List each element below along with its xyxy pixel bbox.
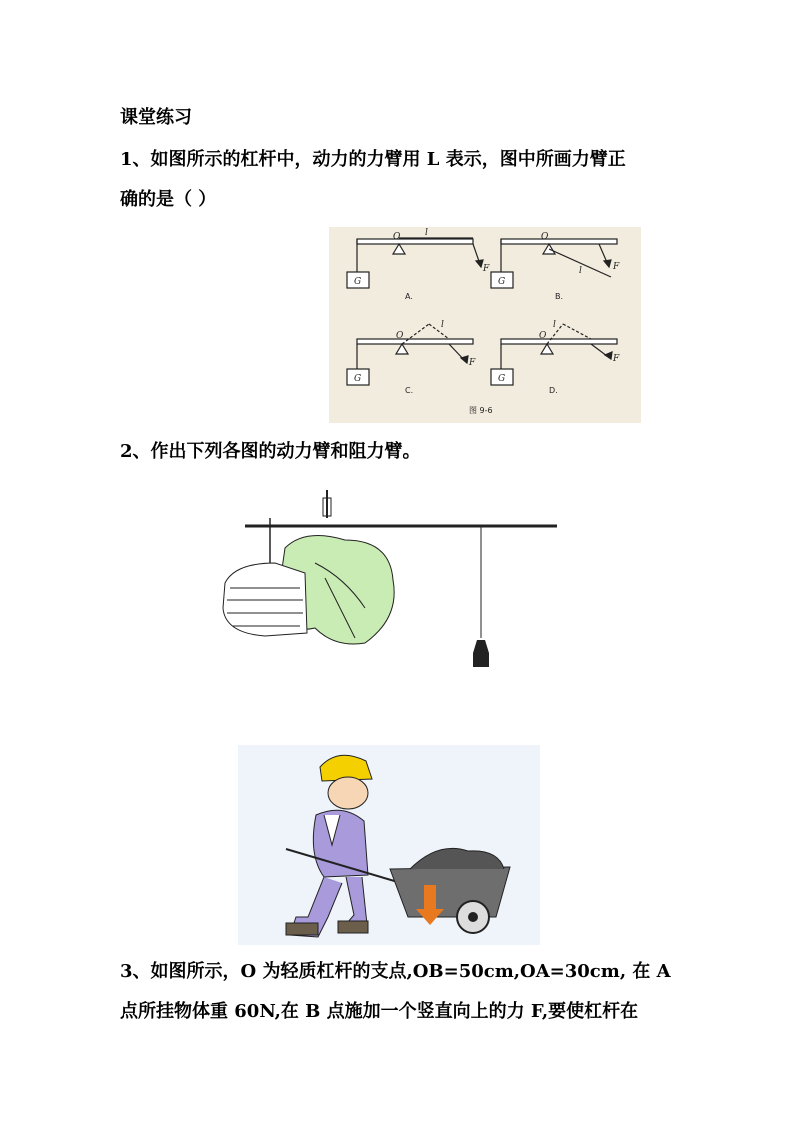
panel-d-force-label: F (613, 354, 620, 364)
panel-d-weight-label: G (498, 374, 506, 384)
q1-line1: 1、如图所示的杠杆中，动力的力臂用 L 表示，图中所画力臂正 (120, 149, 626, 170)
figure-caption: 图 9-6 (469, 406, 493, 415)
panel-d-pivot-label: O (539, 331, 547, 341)
panel-a-force-label: F (483, 264, 490, 274)
panel-c-label: C. (405, 386, 414, 395)
panel-d-label: D. (549, 386, 558, 395)
hanging-loop (323, 490, 331, 518)
panel-b-pivot-label: O (541, 232, 549, 242)
panel-a-weight-label: G (354, 277, 362, 287)
panel-c-arm-label: l (441, 320, 444, 330)
panel-d-arm-label: l (553, 320, 556, 330)
sliding-weight (473, 640, 489, 667)
q1-line2: 确的是（ ） (120, 189, 217, 210)
panel-b-arm-label: l (579, 266, 582, 276)
panel-b-weight-label: G (498, 277, 506, 287)
q3-line2: 点所挂物体重 60N,在 B 点施加一个竖直向上的力 F,要使杠杆在 (120, 1001, 639, 1022)
panel-a-arm-label: l (425, 228, 428, 238)
lever-diagram-figure (329, 227, 641, 423)
panel-b-label: B. (555, 292, 564, 301)
q3-line1: 3、如图所示，O 为轻质杠杆的支点,OB=50cm,OA=30cm, 在 A (120, 961, 671, 982)
cabbage-icon (223, 536, 394, 645)
q2-line1: 2、作出下列各图的动力臂和阻力臂。 (120, 441, 421, 462)
panel-b-force-label: F (613, 262, 620, 272)
panel-c-pivot-label: O (396, 331, 404, 341)
heading: 课堂练习 (120, 107, 192, 128)
wheelbarrow-worker-figure (238, 745, 540, 945)
panel-c-force-label: F (469, 358, 476, 368)
panel-a-label: A. (405, 292, 413, 301)
steelyard-cabbage-figure (215, 488, 560, 673)
panel-c-weight-label: G (354, 374, 362, 384)
panel-a-pivot-label: O (393, 232, 401, 242)
